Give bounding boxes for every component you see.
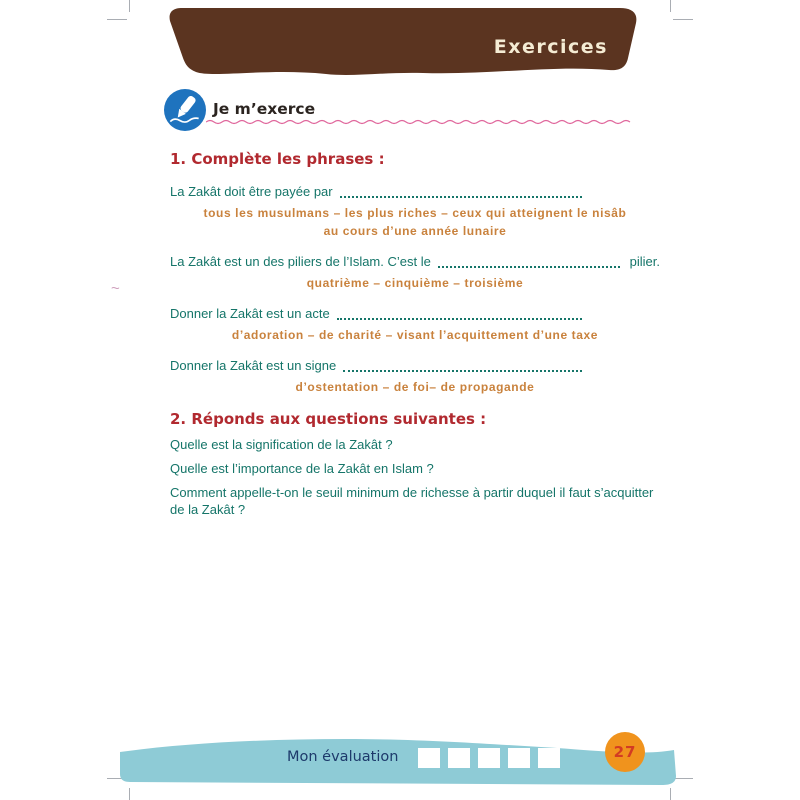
evaluation-checkbox[interactable] [508, 748, 530, 768]
header-title: Exercices [493, 36, 608, 58]
footer-band [116, 736, 680, 788]
fill-prompt: La Zakât doit être payée par [170, 184, 333, 199]
crop-mark-top-left-v [129, 0, 130, 12]
section-title: Je m’exerce [213, 100, 316, 118]
dotted-answer-line [343, 358, 582, 372]
fill-suffix: pilier. [629, 254, 660, 269]
fill-prompt: Donner la Zakât est un signe [170, 358, 337, 373]
pencil-icon [164, 89, 206, 131]
fill-in-item-3 [170, 304, 660, 344]
fill-in-item-1 [170, 182, 660, 240]
crop-mark-top-right-h [673, 19, 693, 20]
fill-in-item-2 [170, 252, 660, 292]
answer-options: au cours d’une année lunaire [323, 224, 507, 238]
page-number: 27 [613, 743, 637, 761]
answer-options: d’ostentation – de foi– de propagande [295, 380, 535, 394]
question-item-3: Comment appelle-t-on le seuil minimum de richesse à partir duquel il faut s’acquitter de la Zakât ? [170, 485, 654, 517]
crop-mark-top-left-h [107, 19, 127, 20]
evaluation-checkbox[interactable] [538, 748, 560, 768]
header-banner [168, 8, 638, 80]
crop-mark-top-right-v [670, 0, 671, 12]
exercise2-heading: 2. Réponds aux questions suivantes : [170, 410, 487, 428]
page-number-badge [605, 732, 645, 772]
fill-in-item-4 [170, 356, 660, 396]
wavy-underline [206, 118, 636, 126]
crop-mark-bottom-left-v [129, 788, 130, 800]
evaluation-checkbox[interactable] [478, 748, 500, 768]
dotted-answer-line [337, 306, 582, 320]
crop-mark-bottom-right-v [670, 788, 671, 800]
fill-prompt: La Zakât est un des piliers de l’Islam. C’est le [170, 254, 431, 269]
margin-squiggle-mark: ~ [111, 280, 120, 297]
fill-prompt: Donner la Zakât est un acte [170, 306, 330, 321]
question-item-1: Quelle est la signification de la Zakât ? [170, 437, 393, 452]
evaluation-checkbox[interactable] [418, 748, 440, 768]
dotted-answer-line [340, 184, 582, 198]
exercise1-heading: 1. Complète les phrases : [170, 150, 385, 168]
answer-options: d’adoration – de charité – visant l’acquittement d’une taxe [231, 328, 599, 342]
evaluation-checkbox[interactable] [448, 748, 470, 768]
answer-options: quatrième – cinquième – troisième [306, 276, 524, 290]
answer-options: tous les musulmans – les plus riches – ceux qui atteignent le nisâb [203, 206, 627, 220]
footer-label: Mon évaluation [287, 749, 399, 765]
question-item-2: Quelle est l’importance de la Zakât en Islam ? [170, 461, 434, 476]
page-content [170, 150, 660, 525]
dotted-answer-line [438, 254, 620, 268]
